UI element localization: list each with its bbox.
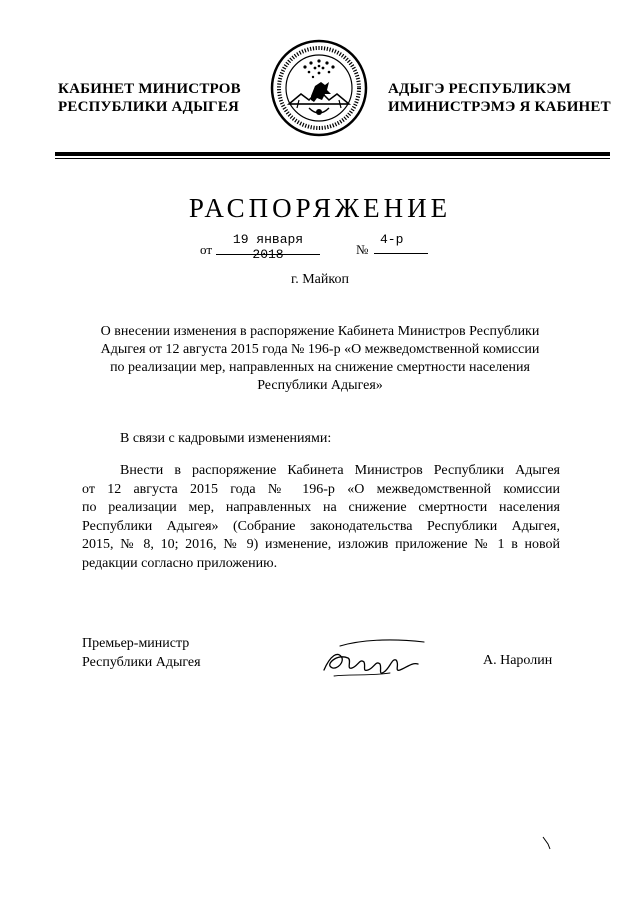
document-number: 4-р [374, 232, 428, 254]
header-divider-thin [55, 158, 610, 159]
document-date: 19 января 2018 [216, 232, 320, 255]
header-right [388, 80, 611, 116]
header-divider-thick [55, 152, 610, 156]
header-left-line1: КАБИНЕТ МИНИСТРОВ [58, 81, 241, 97]
body-line: 2015, № 8, 10; 2016, № 9) изменение, изложив приложение № 1 в новой [82, 537, 560, 552]
header-left [58, 80, 241, 116]
document-title: РАСПОРЯЖЕНИЕ [188, 193, 452, 223]
signatory-name: А. Наролин [483, 653, 553, 668]
header-left-line2: РЕСПУБЛИКИ АДЫГЕЯ [58, 99, 240, 115]
subject-line: О внесении изменения в распоряжение Кабинета Министров Республики [100, 324, 540, 339]
body-line: Внести в распоряжение Кабинета Министров Республики Адыгея [120, 463, 560, 478]
body-line: по реализации мер, направленных на снижение смертности населения [82, 500, 560, 515]
handwritten-signature [320, 636, 430, 682]
date-prefix: от [200, 242, 213, 257]
document-subject [62, 323, 578, 395]
header-right-line2: ИМИНИСТРЭМЭ Я КАБИНЕТ [388, 99, 611, 115]
number-prefix: № [356, 242, 369, 257]
header-right-line1: АДЫГЭ РЕСПУБЛИКЭМ [388, 81, 572, 97]
body-line: Республики Адыгея» (Собрание законодательства Республики Адыгея, [82, 518, 560, 534]
position-line: Премьер-министр [82, 636, 190, 651]
intro-text: В связи с кадровыми изменениями: [120, 431, 332, 446]
position-line: Республики Адыгея [82, 655, 201, 670]
subject-line: Республики Адыгея» [257, 378, 383, 393]
body-line: редакции согласно приложению. [82, 555, 278, 571]
signatory-position [82, 634, 201, 672]
scan-mark [540, 835, 554, 851]
city: г. Майкоп [291, 272, 349, 287]
body-paragraph [82, 462, 560, 573]
subject-line: Адыгея от 12 августа 2015 года № 196-р «О межведомственной комиссии [100, 342, 540, 357]
subject-line: по реализации мер, направленных на снижение смертности населения [110, 360, 530, 375]
date-number-line [0, 232, 640, 262]
republic-emblem-icon [269, 38, 369, 138]
body-line: от 12 августа 2015 года № 196-р «О межведомственной комиссии [82, 481, 560, 497]
